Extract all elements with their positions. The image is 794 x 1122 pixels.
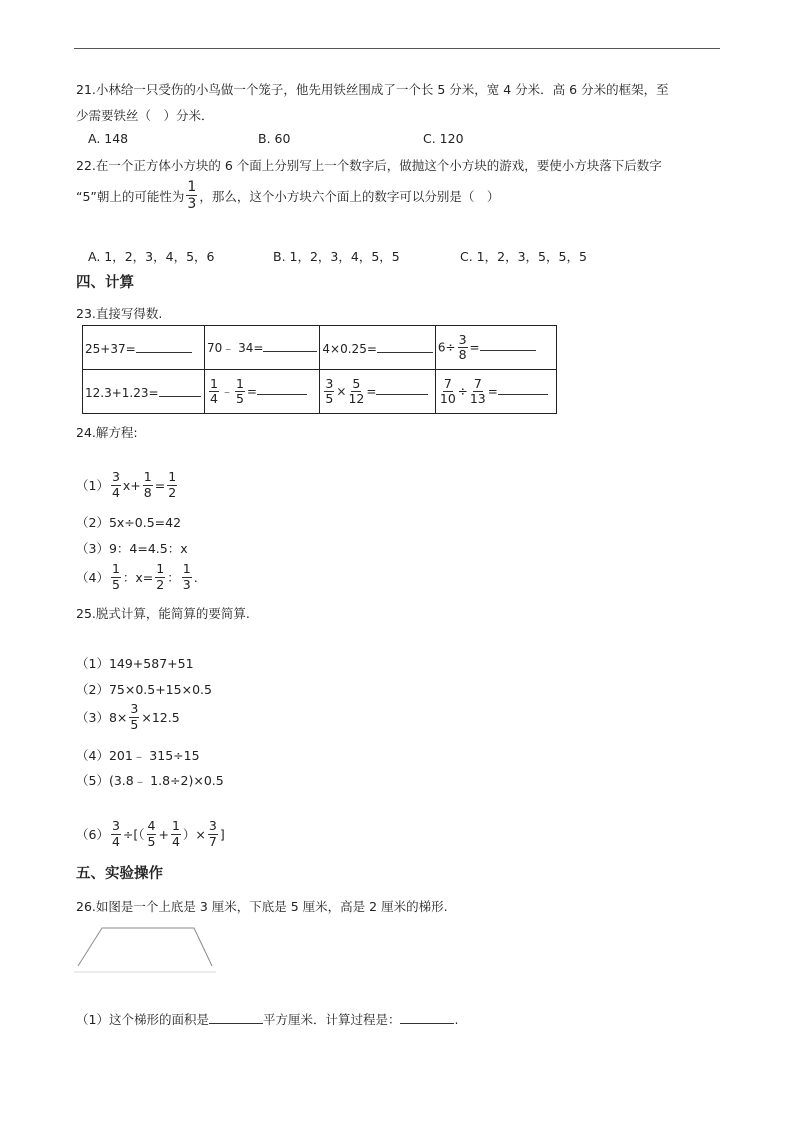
q23-cell: 25+37= — [83, 326, 205, 370]
section-5-heading: 五、实验操作 — [76, 866, 163, 882]
q22-option-a: A. 1，2，3，4，5，6 — [88, 249, 215, 264]
q25-part-4: （4）201﹣ 315÷15 — [76, 748, 200, 763]
q25-title: 25.脱式计算，能简算的要简算. — [76, 606, 250, 621]
trapezoid-outline — [78, 928, 212, 966]
process-answer-blank[interactable] — [400, 1011, 454, 1024]
q22-line1: 22.在一个正方体小方块的 6 个面上分别写上一个数字后，做抛这个小方块的游戏，要使小方块落下后数字 — [76, 158, 662, 173]
trapezoid-figure — [72, 922, 222, 978]
q23-cell: $\frac{1}{4}$ ﹣ $\frac{1}{5}$ = — [205, 370, 320, 414]
q23-row-2 — [83, 370, 557, 414]
q23-cell: 70﹣ 34= — [205, 326, 320, 370]
q23-row-1 — [83, 326, 557, 370]
answer-blank[interactable] — [498, 382, 548, 395]
answer-blank[interactable] — [376, 382, 428, 395]
q21-option-b: B. 60 — [258, 131, 291, 146]
q23-cell: $\frac{7}{10}$ ÷ $\frac{7}{13}$ = — [435, 370, 556, 414]
q24-part-4: （4） $\frac{1}{5}$ ：x= $\frac{1}{2}$ ： $\frac{1}{3}$ . — [76, 561, 198, 592]
q25-part-3: （3）8× $\frac{3}{5}$ ×12.5 — [76, 701, 180, 732]
area-answer-blank[interactable] — [209, 1011, 263, 1024]
q22-line2-pre: “5”朝上的可能性为 — [76, 188, 185, 204]
answer-blank[interactable] — [136, 340, 192, 353]
q25-part-6: （6） $\frac{3}{4}$ ÷[（ $\frac{4}{5}$ + $\frac{1}{4}$ ）× $\frac{3}{7}$ ] — [76, 818, 225, 849]
answer-blank[interactable] — [257, 382, 307, 395]
q22-line2-post: ，那么，这个小方块六个面上的数字可以分别是（ ） — [199, 188, 500, 204]
section-4-heading: 四、计算 — [76, 275, 134, 291]
answer-blank[interactable] — [263, 339, 317, 352]
q21-option-a: A. 148 — [88, 131, 129, 146]
answer-blank[interactable] — [377, 340, 433, 353]
q26-title: 26.如图是一个上底是 3 厘米，下底是 5 厘米，高是 2 厘米的梯形. — [76, 899, 448, 914]
answer-blank[interactable] — [159, 384, 201, 397]
top-rule — [74, 48, 720, 49]
q22-option-b: B. 1，2，3，4，5，5 — [273, 249, 400, 264]
q22-option-c: C. 1，2，3，5，5，5 — [460, 249, 587, 264]
q21-option-c: C. 120 — [423, 131, 464, 146]
q25-part-5: （5）(3.8﹣ 1.8÷2)×0.5 — [76, 773, 224, 788]
answer-blank[interactable] — [480, 338, 536, 351]
q24-part-2: （2）5x÷0.5=42 — [76, 515, 182, 530]
q26-part-1: （1）这个梯形的面积是 平方厘米．计算过程是： . — [76, 1012, 459, 1027]
q22-fraction: $\frac{1}{3}$ — [187, 179, 197, 212]
q21-line1: 21.小林给一只受伤的小鸟做一个笼子，他先用铁丝围成了一个长 5 分米，宽 4 分米．高 6 分米的框架，至 — [76, 82, 669, 97]
q25-part-2: （2）75×0.5+15×0.5 — [76, 682, 212, 697]
q21-line2: 少需要铁丝（ ）分米． — [76, 108, 214, 123]
q23-title: 23.直接写得数. — [76, 306, 163, 321]
q22-line2 — [76, 180, 499, 211]
q23-cell: 12.3+1.23= — [83, 370, 205, 414]
q23-cell: 6÷ $\frac{3}{8}$ = — [435, 326, 556, 370]
q24-part-1: （1） $\frac{3}{4}$ x+ $\frac{1}{8}$ = $\frac{1}{2}$ — [76, 469, 177, 500]
q24-part-3: （3）9：4=4.5：x — [76, 541, 188, 556]
q24-title: 24.解方程: — [76, 425, 138, 440]
q23-cell: $\frac{3}{5}$ × $\frac{5}{12}$ = — [320, 370, 435, 414]
q23-table — [82, 325, 557, 414]
q25-part-1: （1）149+587+51 — [76, 656, 194, 671]
q23-cell: 4×0.25= — [320, 326, 435, 370]
